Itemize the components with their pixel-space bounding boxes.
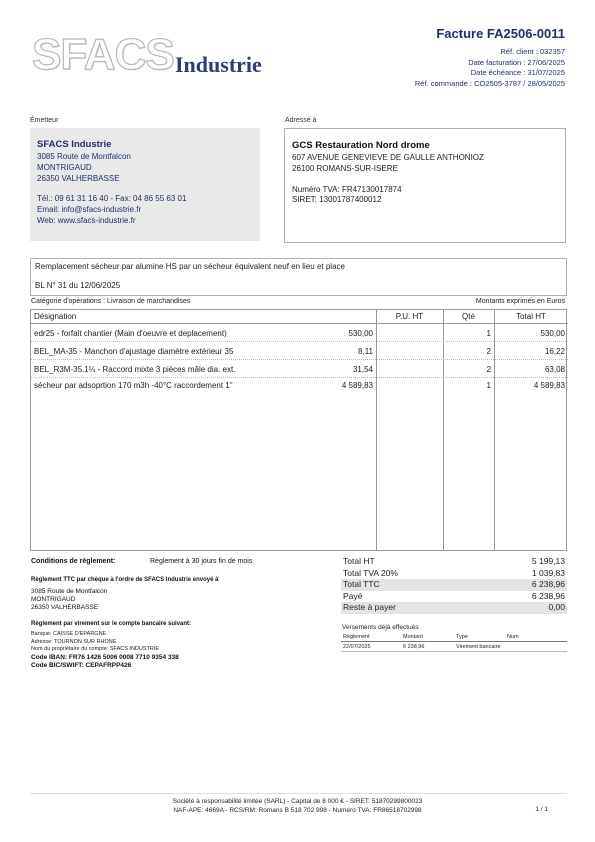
invoice-description	[30, 258, 567, 296]
invoice-date: Date facturation : 27/06/2025	[468, 57, 565, 67]
total-label: Reste à payer	[343, 602, 396, 612]
row-unit-price: 530,00	[348, 329, 373, 338]
header-unit-price: P.U. HT	[395, 312, 424, 321]
payments-header: Montant	[403, 634, 423, 640]
bank-address: Adresse: TOURNON SUR RHONE	[31, 638, 117, 645]
cheque-address-line: 3085 Route de Montfalcon	[31, 588, 108, 595]
total-vat-row	[341, 568, 567, 580]
operation-category: Catégorie d'opérations : Livraison de marchandises	[31, 298, 191, 305]
table-row	[31, 326, 568, 342]
total-value: 1 039,83	[531, 567, 565, 578]
emitter-address-line: 3085 Route de Montfalcon	[37, 152, 131, 161]
company-logo-wordmark: SFACS	[32, 30, 174, 79]
currency-note: Montants exprimés en Euros	[475, 298, 565, 305]
total-value: 0,00	[548, 602, 565, 612]
client-ref: Réf. client : 032357	[500, 47, 565, 56]
footer-line: NAF-APE: 4669A - RCS/RM: Romans B 518 702 998 - Numéro TVA: FR86518702998	[173, 807, 422, 814]
emitter-name: SFACS Industrie	[37, 139, 112, 150]
order-ref: Réf. commande : CO2505-3787 / 28/05/2025	[414, 78, 565, 88]
header-quantity: Qté	[462, 312, 475, 321]
payments-table	[341, 633, 567, 652]
bank-details	[31, 631, 159, 654]
footer-divider	[30, 793, 567, 794]
row-unit-price: 8,11	[358, 347, 373, 356]
emitter-web: Web: www.sfacs-industrie.fr	[37, 215, 136, 225]
emitter-block	[30, 128, 260, 241]
total-label: Total TTC	[343, 579, 380, 589]
row-quantity: 1	[486, 381, 491, 390]
row-total: 4 589,83	[533, 381, 565, 390]
cheque-instructions-title: Règlement TTC par chèque à l'ordre de SFACS Industrie envoyé à	[31, 577, 219, 583]
invoice-title: Facture FA2506-0011	[436, 26, 565, 41]
payment-terms-label: Conditions de règlement:	[31, 558, 116, 565]
recipient-label: Adressé à	[285, 117, 317, 124]
table-row	[31, 378, 568, 394]
footer-line: Société à responsabilité limitée (SARL) - Capital de 8 000 € - SIRET: 51870299800023	[172, 798, 423, 805]
due-date: Date échéance : 31/07/2025	[470, 68, 565, 77]
cheque-address	[31, 588, 107, 613]
bank-name: Banque: CAISSE D'EPARGNE	[31, 631, 107, 637]
header-total: Total HT	[516, 312, 546, 321]
payment-type: Virement bancaire	[456, 644, 501, 650]
payments-row	[341, 642, 567, 652]
bic-swift: Code BIC/SWIFT: CEPAFRPP426	[31, 662, 132, 669]
row-total: 16,22	[544, 347, 565, 356]
recipient-address-line: 26100 ROMANS-SUR-ISERE	[292, 163, 398, 173]
total-ht-row	[341, 556, 567, 568]
payments-header: Num	[507, 634, 519, 640]
row-total: 530,00	[540, 329, 565, 338]
total-value: 5 199,13	[531, 556, 565, 566]
company-logo-subtitle: Industrie	[175, 52, 262, 77]
paid-row	[341, 591, 567, 603]
items-table	[30, 309, 567, 551]
emitter-address-line: MONTRIGAUD	[37, 162, 92, 172]
table-row	[31, 362, 568, 378]
recipient-name: GCS Restauration Nord drome	[292, 140, 430, 151]
transfer-instructions-title: Règlement par virement sur le compte bancaire suivant:	[31, 621, 192, 627]
payment-terms-value: Règlement à 30 jours fin de mois	[150, 558, 253, 565]
total-label: Total TVA 20%	[343, 567, 398, 578]
page-number: 1 / 1	[535, 806, 548, 813]
emitter-email: Email: info@sfacs-industrie.fr	[37, 205, 142, 215]
cheque-address-line: 26350 VALHERBASSE	[31, 604, 99, 612]
row-designation: BEL_MA-35 - Manchon d'ajustage diamètre extérieur 35	[34, 347, 234, 356]
row-designation: edr25 - forfait chantier (Main d'oeuvre et deplacement)	[34, 329, 227, 338]
row-quantity: 1	[486, 329, 491, 338]
cheque-address-line: MONTRIGAUD	[31, 596, 76, 604]
recipient-address-line: 607 AVENUE GENEVIEVE DE GAULLE ANTHONIOZ	[292, 153, 484, 162]
recipient-block	[284, 128, 566, 243]
payments-header: Type	[456, 634, 468, 640]
emitter-phone: Tél.: 09 61 31 16 40 - Fax: 04 86 55 63 01	[37, 194, 187, 204]
payment-amount: 6 238,96	[403, 644, 425, 650]
row-designation: sécheur par adsoprtion 170 m3h -40°C raccordement 1"	[34, 381, 233, 390]
header-designation: Désignation	[34, 312, 77, 321]
delivery-note-ref: BL N° 31 du 12/06/2025	[35, 281, 121, 290]
payments-header-row	[341, 633, 567, 642]
total-label: Payé	[343, 590, 363, 601]
row-quantity: 2	[486, 347, 491, 356]
total-label: Total HT	[343, 556, 375, 566]
account-owner: Nom du propriétaire du compte: SFACS INDUSTRIE	[31, 646, 160, 652]
payment-date: 22/07/2025	[343, 644, 371, 650]
row-unit-price: 4 589,83	[341, 381, 373, 390]
emitter-label: Émetteur	[30, 117, 59, 124]
row-designation: BEL_R3M-35.1¼ - Raccord mixte 3 pièces mâle dia. ext.	[34, 365, 236, 374]
payments-header: Règlement	[343, 634, 370, 640]
row-quantity: 2	[486, 365, 491, 374]
row-unit-price: 31,54	[352, 365, 373, 374]
total-value: 6 238,96	[531, 590, 565, 601]
iban: Code IBAN: FR76 1426 5006 0008 7710 9354 338	[31, 654, 179, 661]
total-value: 6 238,96	[531, 579, 565, 589]
invoice-meta	[415, 47, 565, 89]
description-text: Remplacement sécheur par alumine HS par un sécheur équivalent neuf en lieu et place	[35, 262, 345, 271]
remaining-row	[341, 602, 567, 614]
total-ttc-row	[341, 579, 567, 591]
emitter-address-line: 26350 VALHERBASSE	[37, 173, 120, 183]
recipient-vat: Numéro TVA: FR47130017874	[292, 184, 402, 194]
table-row	[31, 344, 568, 360]
row-total: 63,08	[544, 365, 565, 374]
recipient-siret: SIRET: 13001787400012	[292, 195, 382, 205]
payments-title: Versements déjà effectués	[342, 624, 419, 631]
footer-legal	[0, 797, 595, 815]
